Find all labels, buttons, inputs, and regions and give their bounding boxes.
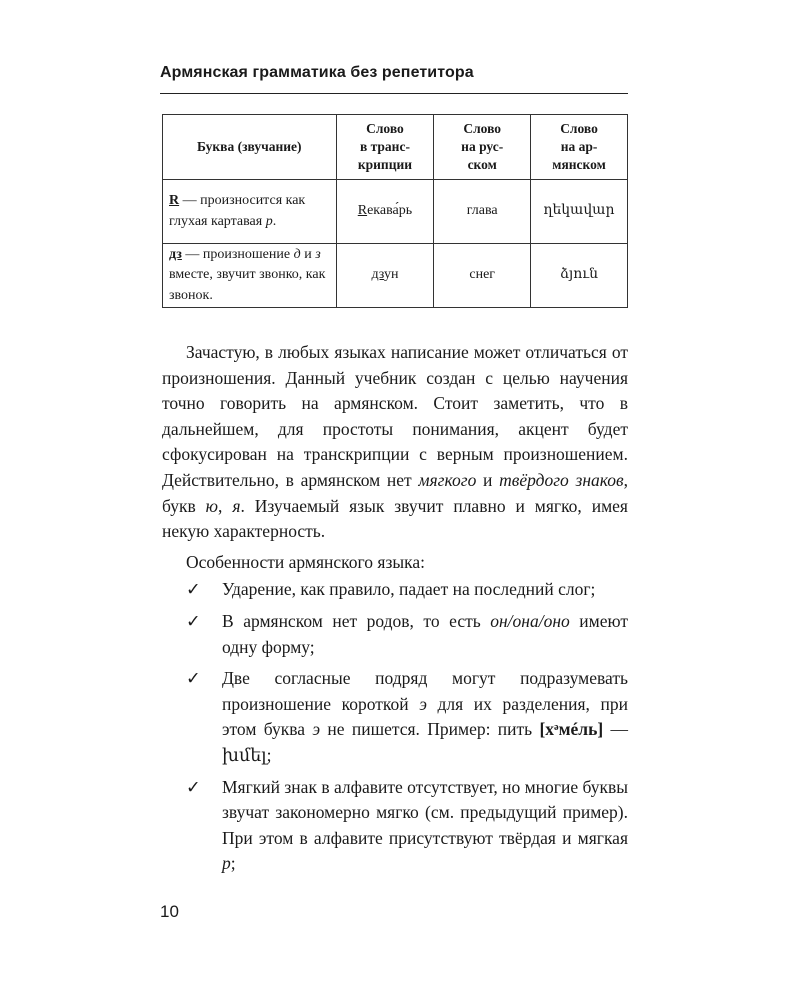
check-icon: ✓ [186, 579, 201, 600]
page-number: 10 [160, 902, 179, 921]
check-icon: ✓ [186, 776, 201, 797]
header-armenian: Слово на ар- мянском [531, 115, 628, 180]
header-rule [160, 93, 628, 94]
header-russian: Слово на рус- ском [434, 115, 531, 180]
body-text [162, 340, 628, 883]
cell-armenian: ձյուն [531, 244, 628, 308]
cell-russian: снег [434, 244, 531, 308]
check-icon: ✓ [186, 610, 201, 631]
cell-transcription: Rекава́рь [336, 180, 434, 244]
cell-armenian: ղեկավար [531, 180, 628, 244]
cell-transcription: дзун [336, 244, 434, 308]
cell-letter-desc: R — произносится как глухая картавая р. [163, 180, 337, 244]
subheading: Особенности армянского языка: [186, 551, 425, 572]
list-item: ✓ В армянском нет родов, то есть он/она/оно имеют одну форму; [186, 610, 628, 657]
check-icon: ✓ [186, 668, 201, 689]
cell-letter-desc: дз — произношение д и з вместе, звучит звонко, как звонок. [163, 244, 337, 308]
features-list [162, 577, 628, 877]
header-transcription: Слово в транс- крипции [336, 115, 434, 180]
letters-table [162, 114, 628, 308]
list-item: ✓ Ударение, как правило, падает на последний слог; [162, 577, 628, 603]
table-header-row [163, 115, 628, 180]
intro-paragraph: Зачастую, в любых языках написание может отличаться от произношения. Данный учебник создан с целью научения точно говорить на армянском. Стоит заметить, что в дальнейшем, для простоты понимания, акцент будет сфокусирован на транскрипции с верным произношением. Действительно, в армянском нет мягкого и твёрдого знаков, букв ю, я. Изучаемый язык звучит плавно и мягко, имея некую характерность. [162, 342, 629, 542]
table-row [163, 180, 628, 244]
list-item: ✓ Две согласные подряд могут подразумевать произношение короткой э для их разделения, при этом буква э не пишется. Пример: пить [хᵊмéль] — խմել; [186, 668, 628, 765]
list-item: ✓ Мягкий знак в алфавите отсутствует, но многие буквы звучат закономерно мягко (см. предыдущий пример). При этом в алфавите присутствуют твёрдая и мягкая р; [186, 776, 628, 874]
cell-russian: глава [434, 180, 531, 244]
running-header: Армянская грамматика без репетитора [160, 64, 474, 81]
header-letter: Буква (звучание) [163, 115, 337, 180]
table-row [163, 244, 628, 308]
